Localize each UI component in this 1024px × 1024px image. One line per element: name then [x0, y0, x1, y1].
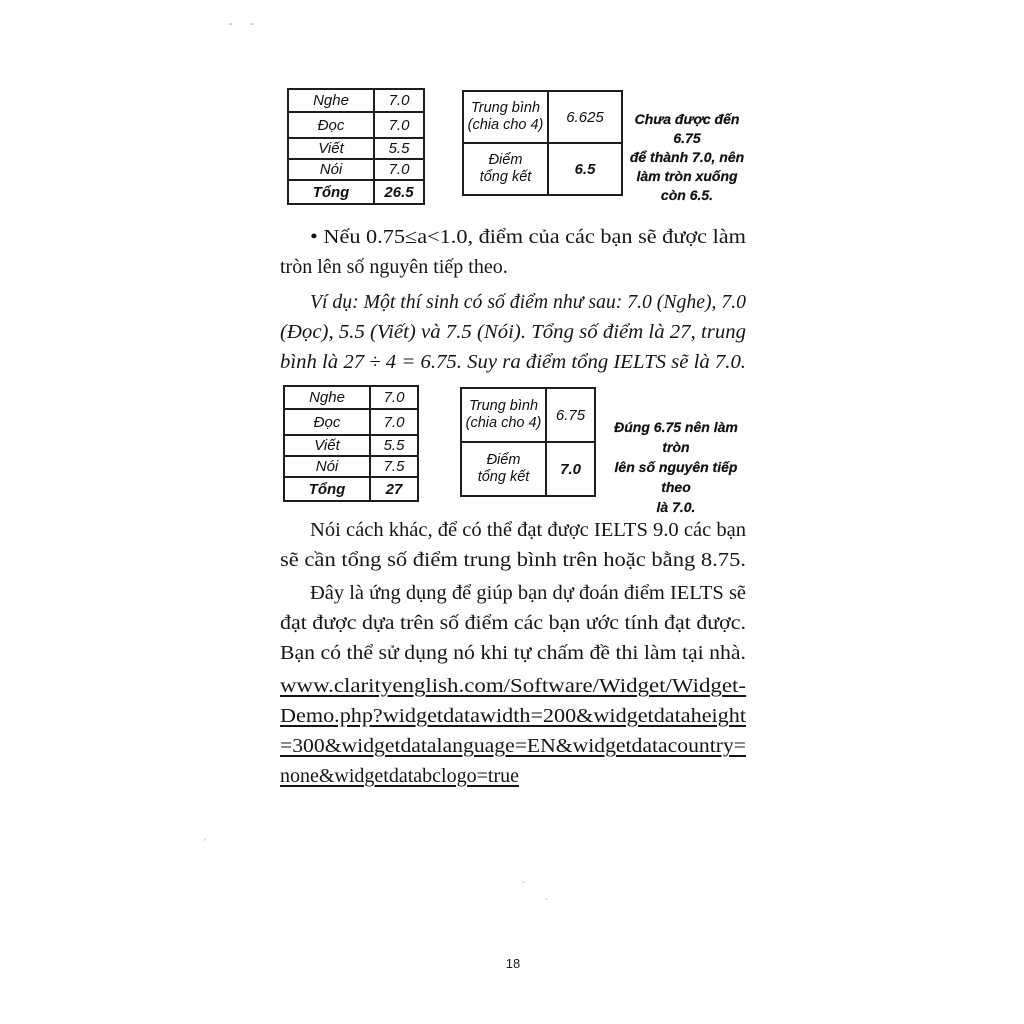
subject-cell: Nghe [288, 89, 374, 112]
note-line: Chưa được đến 6.75 [634, 111, 740, 146]
note-line: làm tròn xuống [636, 168, 738, 184]
table-row [288, 138, 424, 159]
score-cell: 7.0 [370, 409, 418, 435]
summary-value-cell: 7.0 [546, 442, 595, 496]
table-row [461, 442, 595, 496]
scan-speck [204, 838, 206, 841]
scan-speck [229, 23, 232, 25]
table-row [288, 89, 424, 112]
table-row [288, 159, 424, 180]
score-cell: 5.5 [370, 435, 418, 456]
page-number: 18 [505, 956, 521, 971]
summary-value-cell: 6.75 [546, 388, 595, 442]
subject-cell: Viết [288, 138, 374, 159]
score-cell: 7.0 [374, 89, 424, 112]
summary-label-line: Điểm [486, 452, 521, 468]
table-row [463, 143, 622, 195]
text-line: Nói cách khác, để có thể đạt được IELTS 9.0 các bạn [310, 519, 746, 541]
summary-label-line: (chia cho 4) [465, 415, 542, 431]
url-line: www.clarityenglish.com/Software/Widget/Widget- [280, 675, 746, 697]
summary-table-example2 [460, 387, 596, 497]
text-line: tròn lên số nguyên tiếp theo. [280, 256, 508, 278]
summary-table-example1 [462, 90, 623, 196]
score-cell: 26.5 [374, 180, 424, 204]
table-row [463, 91, 622, 143]
url-line: none&widgetdatabclogo=true [280, 765, 519, 787]
text-line: Bạn có thể sử dụng nó khi tự chấm đề thi làm tại nhà. [280, 642, 746, 664]
scan-speck [522, 881, 525, 883]
url-line: Demo.php?widgetdatawidth=200&widgetdataheight [280, 705, 746, 727]
subject-cell: Đọc [288, 112, 374, 138]
scan-speck [250, 23, 253, 25]
subject-cell: Viết [284, 435, 370, 456]
subject-cell: Đọc [284, 409, 370, 435]
score-cell: 7.5 [370, 456, 418, 477]
score-cell: 5.5 [374, 138, 424, 159]
note-line: là 7.0. [656, 499, 696, 515]
subject-cell: Tổng [288, 180, 374, 204]
text-line: Ví dụ: Một thí sinh có số điểm như sau: 7.0 (Nghe), 7.0 [310, 291, 746, 313]
text-line: (Đọc), 5.5 (Viết) và 7.5 (Nói). Tổng số điểm là 27, trung [280, 321, 746, 343]
score-cell: 27 [370, 477, 418, 501]
table-row [284, 409, 418, 435]
summary-label-line: tổng kết [477, 469, 530, 485]
subject-cell: Nói [284, 456, 370, 477]
subject-cell: Tổng [284, 477, 370, 501]
text-line: bình là 27 ÷ 4 = 6.75. Suy ra điểm tổng IELTS sẽ là 7.0. [280, 351, 746, 373]
text-line: sẽ cần tổng số điểm trung bình trên hoặc bằng 8.75. [280, 549, 746, 571]
url-line: =300&widgetdatalanguage=EN&widgetdatacountry= [280, 735, 746, 757]
table-row [284, 435, 418, 456]
score-table-example1 [287, 88, 425, 205]
table-row [284, 386, 418, 409]
table-row [288, 112, 424, 138]
summary-label-cell [463, 91, 548, 143]
margin-note-example1 [622, 110, 752, 205]
summary-label-line: tổng kết [479, 169, 532, 185]
margin-note-example2 [600, 417, 752, 517]
subject-cell: Nghe [284, 386, 370, 409]
table-row [461, 388, 595, 442]
summary-label-cell [463, 143, 548, 195]
subject-cell: Nói [288, 159, 374, 180]
scan-speck [545, 898, 548, 900]
note-line: còn 6.5. [660, 187, 714, 203]
table-row [284, 456, 418, 477]
summary-value-cell: 6.625 [548, 91, 622, 143]
summary-label-line: Trung bình [468, 398, 539, 414]
note-line: lên số nguyên tiếp theo [614, 459, 738, 495]
summary-label-cell [461, 388, 546, 442]
body-text-upper [280, 222, 746, 377]
summary-label-line: (chia cho 4) [467, 117, 544, 133]
text-line: đạt được dựa trên số điểm các bạn ước tính đạt được. [280, 612, 746, 634]
score-cell: 7.0 [374, 112, 424, 138]
body-text-lower [280, 515, 746, 791]
table-row-total [288, 180, 424, 204]
table-row-total [284, 477, 418, 501]
summary-value-cell: 6.5 [548, 143, 622, 195]
text-line: Đây là ứng dụng để giúp bạn dự đoán điểm IELTS sẽ [310, 582, 746, 604]
summary-label-line: Điểm [488, 152, 523, 168]
summary-label-line: Trung bình [470, 100, 541, 116]
score-table-example2 [283, 385, 419, 502]
text-line: • Nếu 0.75≤a<1.0, điểm của các bạn sẽ được làm [310, 226, 746, 248]
score-cell: 7.0 [374, 159, 424, 180]
summary-label-cell [461, 442, 546, 496]
note-line: Đúng 6.75 nên làm tròn [614, 419, 738, 455]
note-line: để thành 7.0, nên [629, 149, 745, 165]
score-cell: 7.0 [370, 386, 418, 409]
